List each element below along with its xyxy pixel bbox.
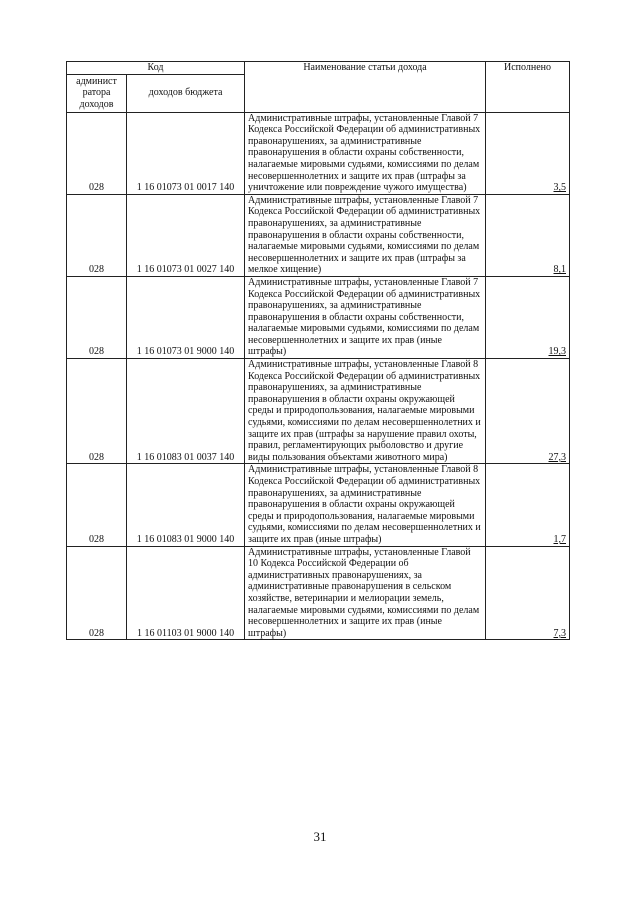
cell-executed-amount (486, 276, 570, 358)
cell-administrator-code: 028 (67, 359, 127, 464)
table-row (67, 112, 570, 194)
cell-executed-amount (486, 194, 570, 276)
cell-administrator-code: 028 (67, 546, 127, 640)
table-row (67, 464, 570, 546)
amount-value: 27,3 (548, 451, 567, 463)
cell-revenue-name: Административные штрафы, установленные Главой 7 Кодекса Российской Федерации об административных правонарушениях, за административные правонарушения в области охраны собственности, налагаемые мировыми судьями, комиссиями по делам несовершеннолетних и защите их прав (штрафы за мелкое хищение) (245, 194, 486, 276)
cell-administrator-code: 028 (67, 112, 127, 194)
header-budget-code: доходов бюджета (127, 74, 245, 112)
cell-budget-code: 1 16 01073 01 0017 140 (127, 112, 245, 194)
table-row (67, 546, 570, 640)
header-revenue-name: Наименование статьи дохода (245, 62, 486, 113)
cell-budget-code: 1 16 01073 01 0027 140 (127, 194, 245, 276)
cell-executed-amount (486, 546, 570, 640)
cell-administrator-code: 028 (67, 464, 127, 546)
amount-value: 3,5 (553, 182, 567, 194)
cell-executed-amount (486, 112, 570, 194)
cell-budget-code: 1 16 01103 01 9000 140 (127, 546, 245, 640)
cell-revenue-name: Административные штрафы, установленные Главой 10 Кодекса Российской Федерации об административных правонарушениях, за административные правонарушения в сельском хозяйстве, ветеринарии и мелиорации земель, налагаемые мировыми судьями, комиссиями по делам несовершеннолетних и защите их прав (иные штрафы) (245, 546, 486, 640)
table-row (67, 359, 570, 464)
amount-value: 8,1 (553, 264, 567, 276)
cell-administrator-code: 028 (67, 276, 127, 358)
amount-value: 19,3 (548, 346, 567, 358)
table-row (67, 194, 570, 276)
cell-revenue-name: Административные штрафы, установленные Главой 8 Кодекса Российской Федерации об административных правонарушениях, за административные правонарушения в области охраны окружающей среды и природопользования, налагаемые мировыми судьями, комиссиями по делам несовершеннолетних и защите их прав (штрафы за нарушение правил охоты, правил, регламентирующих рыболовство и другие виды пользования объектами животного мира) (245, 359, 486, 464)
cell-revenue-name: Административные штрафы, установленные Главой 8 Кодекса Российской Федерации об административных правонарушениях, за административные правонарушения в области охраны окружающей среды и природопользования, налагаемые мировыми судьями, комиссиями по делам несовершеннолетних и защите их прав (иные штрафы) (245, 464, 486, 546)
revenue-table (66, 61, 570, 640)
table-header (67, 62, 570, 113)
cell-administrator-code: 028 (67, 194, 127, 276)
amount-value: 7,3 (553, 627, 567, 639)
cell-revenue-name: Административные штрафы, установленные Главой 7 Кодекса Российской Федерации об административных правонарушениях, за административные правонарушения в области охраны собственности, налагаемые мировыми судьями, комиссиями по делам несовершеннолетних и защите их прав (иные штрафы) (245, 276, 486, 358)
cell-budget-code: 1 16 01073 01 9000 140 (127, 276, 245, 358)
cell-revenue-name: Административные штрафы, установленные Главой 7 Кодекса Российской Федерации об административных правонарушениях, за административные правонарушения в области охраны собственности, налагаемые мировыми судьями, комиссиями по делам несовершеннолетних и защите их прав (штрафы за уничтожение или повреждение чужого имущества) (245, 112, 486, 194)
cell-executed-amount (486, 359, 570, 464)
header-executed: Исполнено (486, 62, 570, 113)
table-body (67, 112, 570, 640)
table-row (67, 276, 570, 358)
cell-executed-amount (486, 464, 570, 546)
header-administrator: админист ратора доходов (67, 74, 127, 112)
page-number: 31 (313, 829, 327, 844)
amount-value: 1,7 (553, 533, 567, 545)
cell-budget-code: 1 16 01083 01 9000 140 (127, 464, 245, 546)
header-code: Код (67, 62, 245, 75)
cell-budget-code: 1 16 01083 01 0037 140 (127, 359, 245, 464)
